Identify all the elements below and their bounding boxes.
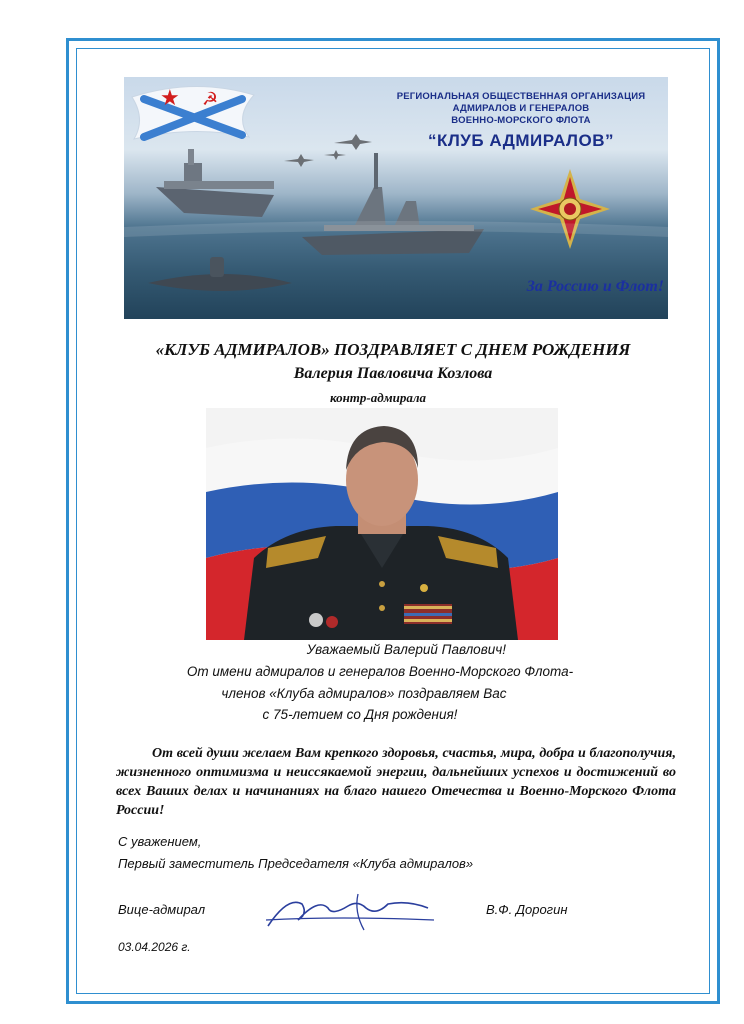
recipient-portrait [206,408,558,640]
organization-name [386,91,656,127]
svg-text:☭: ☭ [202,89,219,110]
organization-line-1: РЕГИОНАЛЬНАЯ ОБЩЕСТВЕННАЯ ОРГАНИЗАЦИЯ [396,91,646,102]
club-name: “КЛУБ АДМИРАЛОВ” [428,131,614,150]
congratulation-headline: «КЛУБ АДМИРАЛОВ» ПОЗДРАВЛЯЕТ С ДНЕМ РОЖДЕНИЯ [155,340,631,359]
recipient-name: Валерия Павловича Козлова [293,365,493,382]
message-line-2: членов «Клуба адмиралов» поздравляем Вас [221,686,507,701]
signer-name: В.Ф. Дорогин [486,902,568,917]
recipient-rank: контр-адмирала [330,390,427,405]
banner-image [124,77,668,319]
message-line-1: От имени адмиралов и генералов Военно-Морского Флота- [186,664,574,679]
organization-line-3: ВОЕННО-МОРСКОГО ФЛОТА [451,115,591,126]
closing-regards: С уважением, [118,834,202,849]
message-line-3: с 75-летием со Дня рождения! [262,707,458,722]
organization-line-2: АДМИРАЛОВ И ГЕНЕРАЛОВ [452,103,590,114]
wishes-text: От всей души желаем Вам крепкого здоровья, счастья, мира, добра и благополучия, жизненного оптимизма и неиссякаемой энергии, дальнейших успехов и достижений во всех Ваших делах и начинаниях на благо нашего Отечества и Военно-Морского Флота России! [116,746,676,818]
wishes-paragraph [116,744,676,820]
greeting: Уважаемый Валерий Павлович! [306,642,506,657]
signer-position: Первый заместитель Председателя «Клуба адмиралов» [118,856,474,871]
document-date: 03.04.2026 г. [118,940,191,954]
banner-motto: За Россию и Флот! [526,278,664,295]
signer-rank: Вице-адмирал [118,902,206,917]
portrait-illustration [206,408,558,640]
handwritten-signature [258,886,438,936]
svg-text:★: ★ [160,86,180,111]
